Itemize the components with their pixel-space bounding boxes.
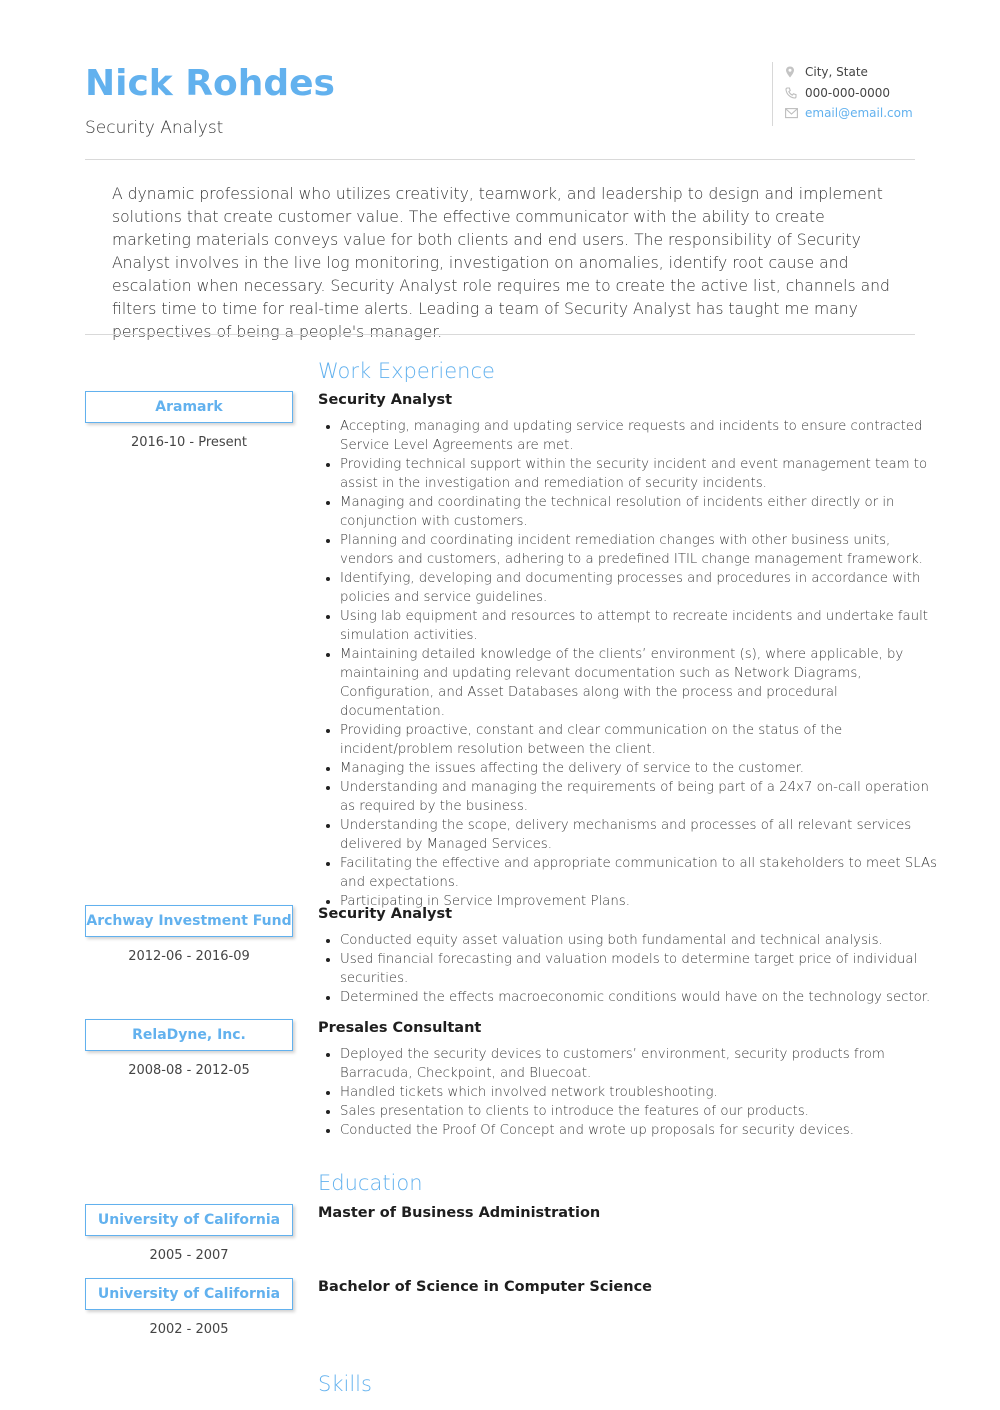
envelope-icon xyxy=(785,108,798,119)
list-item: • Providing proactive, constant and clear communication on the status of the incident/problem resolution between the client. xyxy=(340,721,940,759)
job-position: Security Analyst xyxy=(318,906,453,922)
resume-header xyxy=(85,62,915,160)
list-item: • Facilitating the effective and appropriate communication to all stakeholders to meet SLAs and expectations. xyxy=(340,854,940,892)
job-dates: 2012-06 - 2016-09 xyxy=(128,949,250,964)
list-item: • Maintaining detailed knowledge of the clients’ environment (s), where applicable, by maintaining and updating relevant documentation such as Network Diagrams, Configuration, and Asset Databases along with the process and procedural documentation. xyxy=(340,645,940,721)
header-divider xyxy=(85,159,915,160)
phone-text: 000-000-0000 xyxy=(805,85,891,100)
degree-title: Bachelor of Science in Computer Science xyxy=(318,1279,652,1295)
candidate-name: Nick Rohdes xyxy=(85,63,335,104)
email-link[interactable]: email@email.com xyxy=(805,106,913,120)
contact-email[interactable] xyxy=(785,103,915,124)
school-badge: University of California xyxy=(85,1278,293,1310)
list-item: • Handled tickets which involved network troubleshooting. xyxy=(340,1083,940,1102)
skills-heading: Skills xyxy=(318,1372,372,1396)
degree-title: Master of Business Administration xyxy=(318,1205,601,1221)
job-bullets xyxy=(318,417,940,911)
list-item: • Used financial forecasting and valuation models to determine target price of individual securities. xyxy=(340,950,940,988)
list-item: • Sales presentation to clients to introduce the features of our products. xyxy=(340,1102,940,1121)
list-item: • Participating in Service Improvement Plans. xyxy=(340,892,940,911)
work-experience-heading: Work Experience xyxy=(318,359,495,383)
candidate-role: Security Analyst xyxy=(85,118,224,138)
list-item: • Understanding and managing the requirements of being part of a 24x7 on-call operation as required by the business. xyxy=(340,778,940,816)
job-position: Presales Consultant xyxy=(318,1020,482,1036)
job-dates: 2016-10 - Present xyxy=(130,435,248,450)
list-item: • Determined the effects macroeconomic conditions would have on the technology sector. xyxy=(340,988,940,1007)
company-badge: Aramark xyxy=(85,391,293,423)
list-item: • Using lab equipment and resources to attempt to recreate incidents and undertake fault simulation activities. xyxy=(340,607,940,645)
list-item: • Accepting, managing and updating service requests and incidents to ensure contracted Service Level Agreements are met. xyxy=(340,417,940,455)
job-bullets xyxy=(318,931,940,1007)
contact-block xyxy=(772,62,915,126)
list-item: • Providing technical support within the security incident and event management team to assist in the investigation and remediation of security incidents. xyxy=(340,455,940,493)
list-item: • Understanding the scope, delivery mechanisms and processes of all relevant services delivered by Managed Services. xyxy=(340,816,940,854)
job-bullets xyxy=(318,1045,940,1140)
contact-location xyxy=(785,62,915,83)
job-position: Security Analyst xyxy=(318,392,453,408)
company-badge: RelaDyne, Inc. xyxy=(85,1019,293,1051)
map-pin-icon xyxy=(785,66,795,78)
job-dates: 2008-08 - 2012-05 xyxy=(128,1063,250,1078)
professional-summary: A dynamic professional who utilizes creativity, teamwork, and leadership to design and implement solutions that create customer value. The effective communicator with the ability to create marketing materials conveys value for both clients and end users. The responsibility of Security Analyst involves in the live log monitoring, investigation on anomalies, identify root cause and escalation when necessary. Security Analyst role requires me to create the active list, channels and filters time to time for real-time alerts. Leading a team of Security Analyst has taught me many perspectives of being a people's manager. xyxy=(112,185,890,341)
list-item: • Conducted the Proof Of Concept and wrote up proposals for security devices. xyxy=(340,1121,940,1140)
school-badge: University of California xyxy=(85,1204,293,1236)
education-dates: 2005 - 2007 xyxy=(149,1248,229,1263)
list-item: • Managing and coordinating the technical resolution of incidents either directly or in conjunction with customers. xyxy=(340,493,940,531)
company-badge: Archway Investment Fund xyxy=(85,905,293,937)
education-heading: Education xyxy=(318,1171,423,1195)
summary-divider xyxy=(85,334,915,335)
list-item: • Identifying, developing and documenting processes and procedures in accordance with policies and service guidelines. xyxy=(340,569,940,607)
list-item: • Planning and coordinating incident remediation changes with other business units, vendors and customers, adhering to a predefined ITIL change management framework. xyxy=(340,531,940,569)
phone-icon xyxy=(785,87,797,99)
location-text: City, State xyxy=(805,65,868,79)
list-item: • Conducted equity asset valuation using both fundamental and technical analysis. xyxy=(340,931,940,950)
contact-phone xyxy=(785,83,915,104)
education-dates: 2002 - 2005 xyxy=(149,1322,229,1337)
list-item: • Deployed the security devices to customers’ environment, security products from Barracuda, Checkpoint, and Bluecoat. xyxy=(340,1045,940,1083)
list-item: • Managing the issues affecting the delivery of service to the customer. xyxy=(340,759,940,778)
